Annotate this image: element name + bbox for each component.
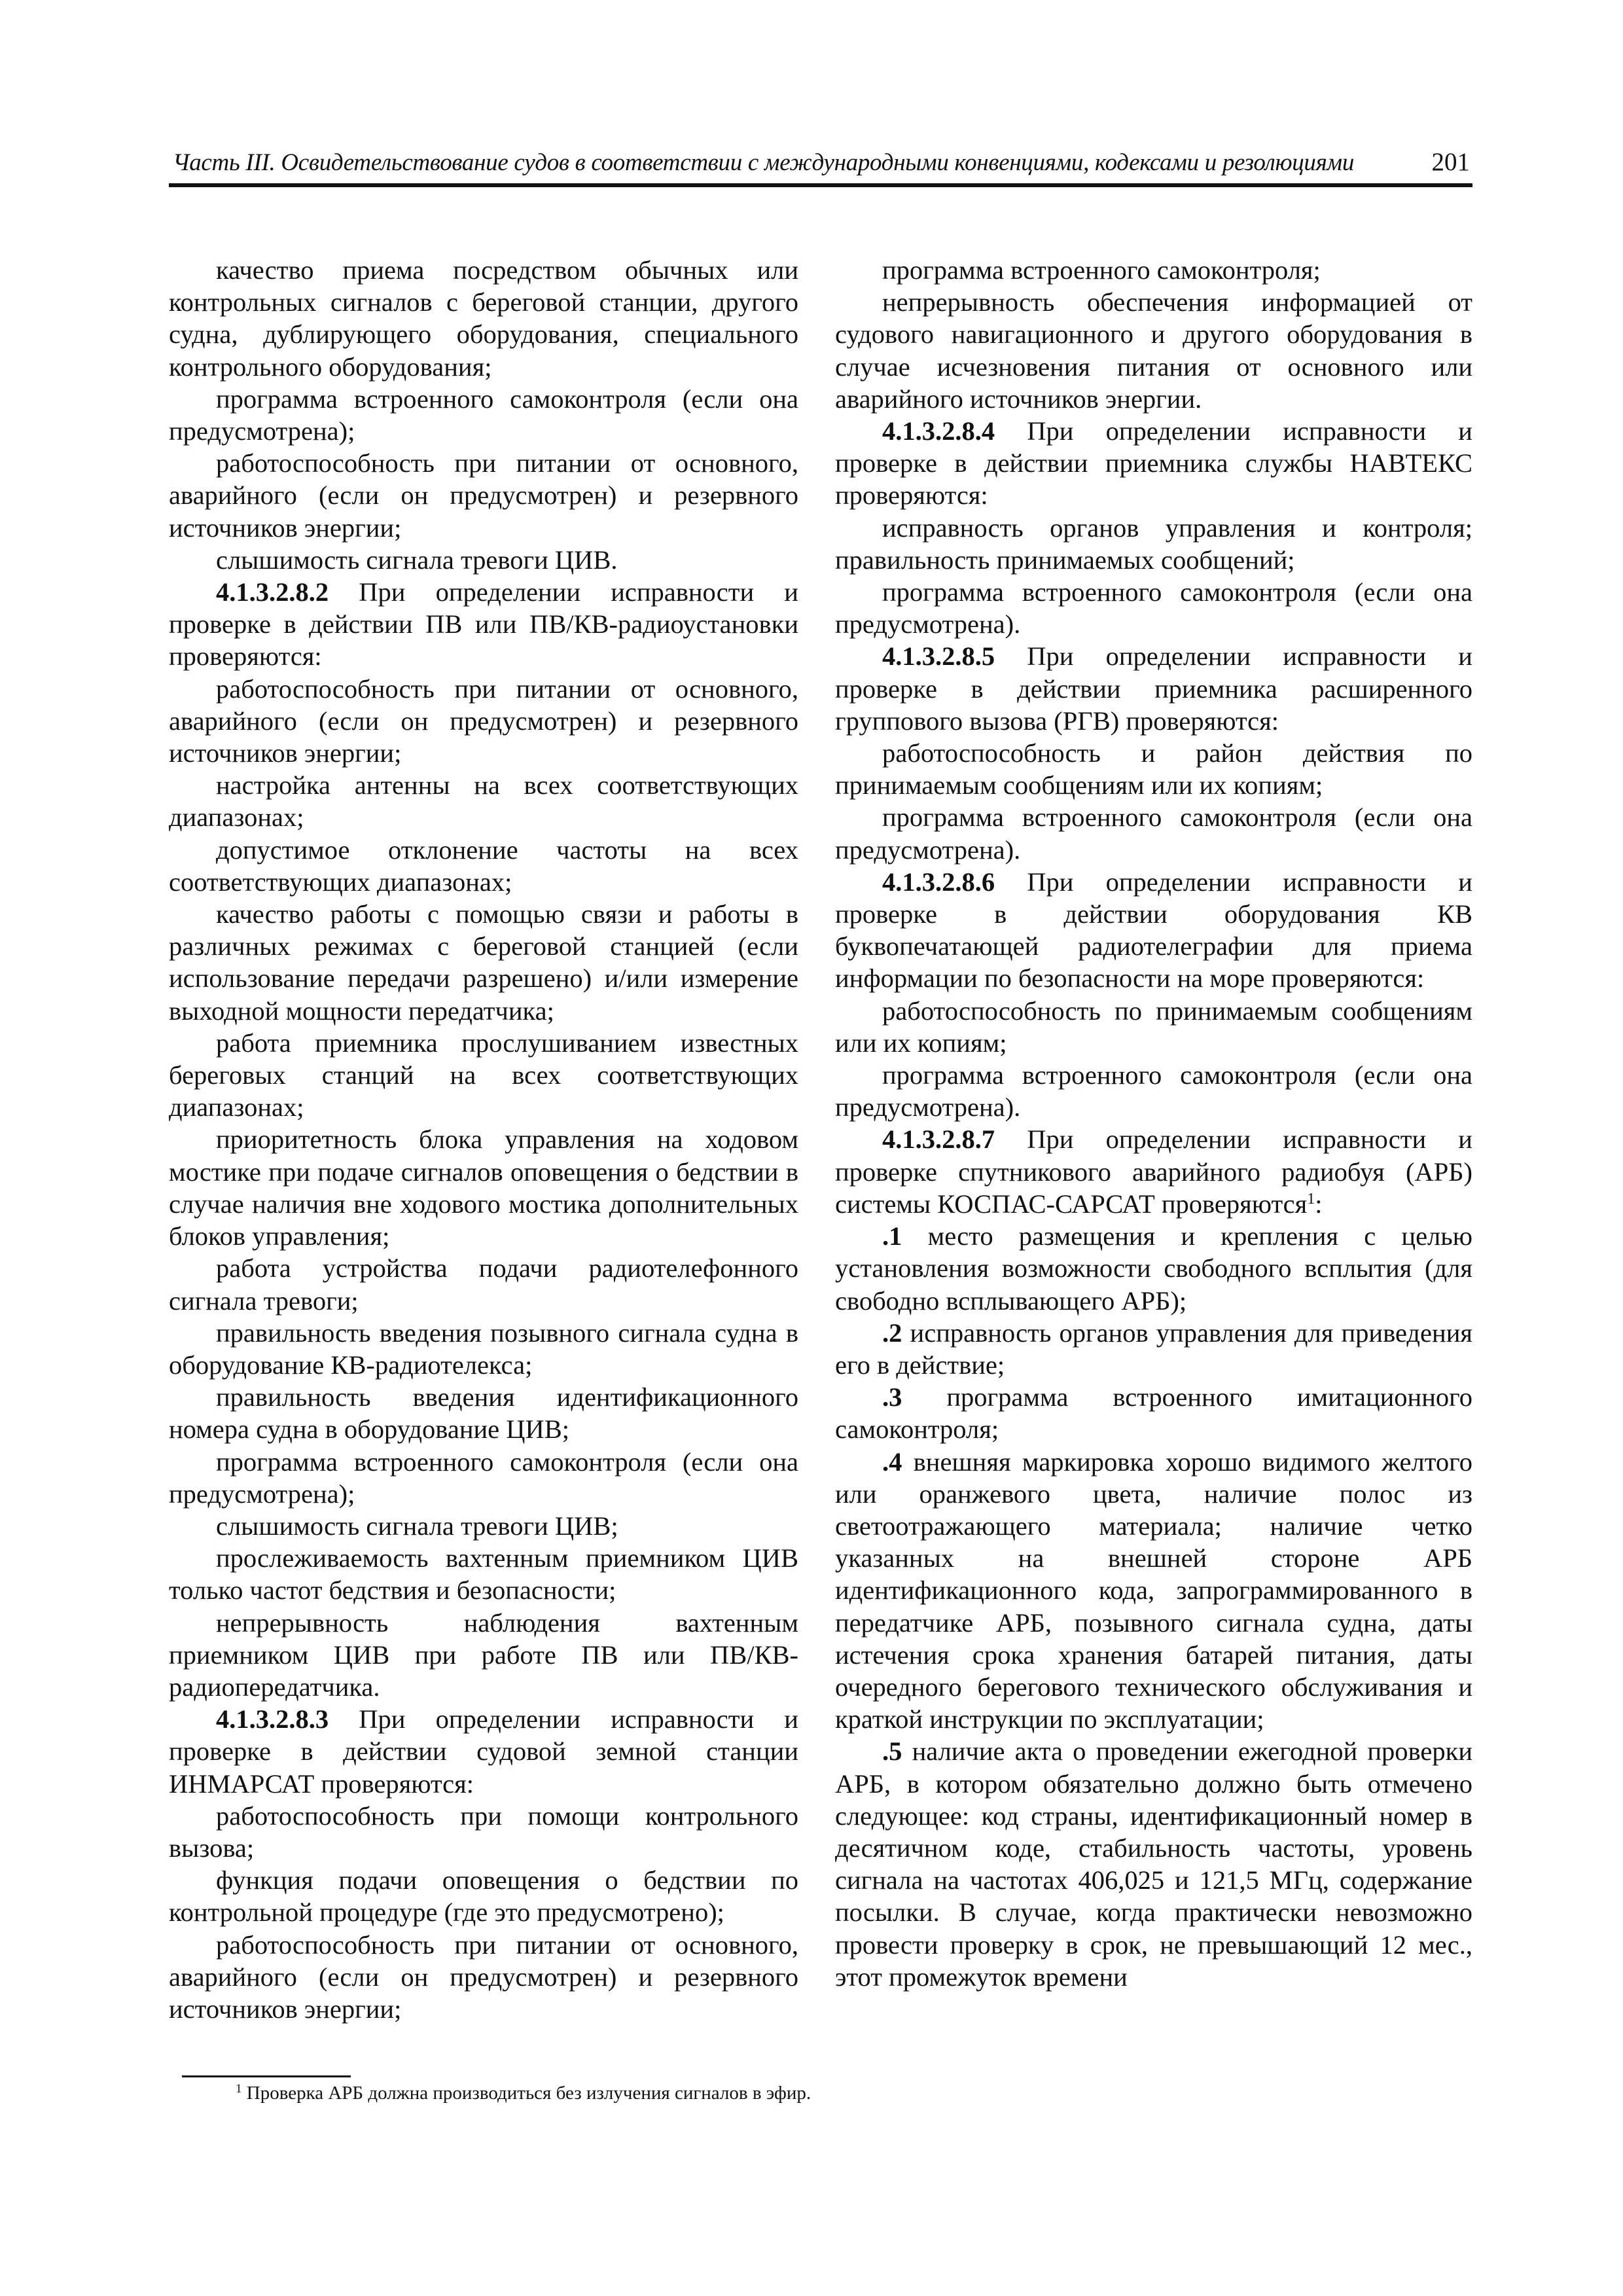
paragraph	[169, 447, 798, 544]
paragraph	[169, 1929, 798, 2026]
paragraph-text: настройка антенны на всех соответствующих диапазонах;	[169, 770, 798, 833]
paragraph-text: работа устройства подачи радиотелефонного сигнала тревоги;	[169, 1253, 798, 1316]
paragraph-text: При определении исправности и проверке в действии ПВ или ПВ/КВ-радиоустановки проверяются:	[169, 577, 798, 672]
paragraph-text: программа встроенного имитационного самоконтроля;	[835, 1382, 1472, 1444]
paragraph-number: .3	[882, 1382, 902, 1412]
paragraph-text: правильность введения идентификационного номера судна в оборудование ЦИВ;	[169, 1382, 798, 1444]
paragraph	[169, 769, 798, 833]
paragraph	[169, 383, 798, 447]
paragraph	[169, 1703, 798, 1800]
paragraph-number: .5	[882, 1736, 902, 1767]
paragraph	[835, 737, 1472, 801]
paragraph-text: непрерывность обеспечения информацией от судового навигационного и другого оборудования в случае исчезновения питания от основного или аварийного источников энергии.	[835, 287, 1472, 414]
paragraph-text: исправность органов управления для приведения его в действие;	[835, 1318, 1472, 1380]
paragraph-text: исправность органов управления и контроля; правильность принимаемых сообщений;	[835, 512, 1472, 575]
paragraph-text: место размещения и крепления с целью установления возможности свободного всплытия (для свободно всплывающего АРБ);	[835, 1221, 1472, 1316]
paragraph-text: работоспособность при помощи контрольного вызова;	[169, 1801, 798, 1863]
paragraph	[169, 1864, 798, 1928]
paragraph	[835, 640, 1472, 737]
paragraph	[835, 995, 1472, 1059]
paragraph-text: При определении исправности и проверке в действии приемника службы НАВТЕКС проверяются:	[835, 416, 1472, 511]
paragraph	[169, 1510, 798, 1542]
paragraph	[169, 544, 798, 576]
running-header-title: Часть III. Освидетельствование судов в соответствии с международными конвенциями, кодексами и резолюциями	[173, 149, 1355, 176]
paragraph-text: работа приемника прослушиванием известных береговых станций на всех соответствующих диапазонах;	[169, 1028, 798, 1122]
running-header	[169, 143, 1472, 187]
footnote-text: Проверка АРБ должна производиться без излучения сигналов в эфир.	[241, 2083, 812, 2104]
paragraph	[169, 898, 798, 1027]
paragraph	[169, 1027, 798, 1124]
paragraph-text: приоритетность блока управления на ходовом мостике при подаче сигналов оповещения о бедствии в случае наличия вне ходового мостика дополнительных блоков управления;	[169, 1124, 798, 1251]
paragraph	[169, 1607, 798, 1704]
paragraph	[835, 1446, 1472, 1736]
paragraph-number: 4.1.3.2.8.2	[216, 577, 329, 607]
paragraph-text: непрерывность наблюдения вахтенным приемником ЦИВ при работе ПВ или ПВ/КВ-радиопередатчика.	[169, 1607, 798, 1702]
paragraph	[835, 512, 1472, 576]
right-column	[835, 254, 1472, 1993]
paragraph	[835, 286, 1472, 415]
paragraph-number: .2	[882, 1318, 902, 1348]
paragraph	[835, 576, 1472, 640]
paragraph-text: допустимое отклонение частоты на всех соответствующих диапазонах;	[169, 834, 798, 897]
footnote-reference: 1	[1307, 1190, 1315, 1208]
paragraph-text: При определении исправности и проверке в действии судовой земной станции ИНМАРСАТ проверяются:	[169, 1704, 798, 1799]
paragraph-text: При определении исправности и проверке спутникового аварийного радиобуя (АРБ) системы КОСПАС-САРСАТ проверяются	[835, 1124, 1472, 1219]
paragraph-number: 4.1.3.2.8.5	[882, 641, 995, 672]
paragraph	[835, 415, 1472, 512]
paragraph	[169, 1123, 798, 1252]
paragraph-text: работоспособность при питании от основного, аварийного (если он предусмотрен) и резервного источников энергии;	[169, 1929, 798, 2024]
paragraph-text: программа встроенного самоконтроля (если она предусмотрена);	[169, 384, 798, 446]
paragraph	[169, 834, 798, 898]
paragraph-text: слышимость сигнала тревоги ЦИВ;	[216, 1511, 618, 1541]
paragraph-text: прослеживаемость вахтенным приемником ЦИВ только частот бедствия и безопасности;	[169, 1543, 798, 1605]
paragraph	[169, 1252, 798, 1316]
paragraph-text: работоспособность при питании от основного, аварийного (если он предусмотрен) и резервного источников энергии;	[169, 448, 798, 543]
paragraph-text: работоспособность по принимаемым сообщениям или их копиям;	[835, 996, 1472, 1058]
paragraph-text: При определении исправности и проверке в действии приемника расширенного группового вызова (РГВ) проверяются:	[835, 641, 1472, 736]
paragraph-number: .4	[882, 1446, 902, 1477]
paragraph	[835, 1123, 1472, 1220]
page-number: 201	[1431, 148, 1470, 176]
paragraph-text: работоспособность при питании от основного, аварийного (если он предусмотрен) и резервного источников энергии;	[169, 673, 798, 768]
paragraph-number: 4.1.3.2.8.6	[882, 867, 995, 897]
paragraph-text: программа встроенного самоконтроля (если она предусмотрена).	[835, 577, 1472, 639]
paragraph-number: 4.1.3.2.8.3	[216, 1704, 329, 1734]
paragraph	[169, 576, 798, 673]
paragraph-text: программа встроенного самоконтроля (если она предусмотрена).	[835, 1060, 1472, 1122]
paragraph-text: наличие акта о проведении ежегодной проверки АРБ, в котором обязательно должно быть отмечено следующее: код страны, идентификационный номер в десятичном коде, стабильность частоты, уровень сигнала на частотах 406,025 и 121,5 МГц, содержание посылки. В случае, когда практически невозможно провести проверку в срок, не превышающий 12 мес., этот промежуток времени	[835, 1736, 1472, 1992]
paragraph	[835, 254, 1472, 286]
paragraph	[835, 1735, 1472, 1993]
paragraph-text: качество приема посредством обычных или контрольных сигналов с береговой станции, другого судна, дублирующего оборудования, специального контрольного оборудования;	[169, 255, 798, 382]
paragraph	[169, 254, 798, 383]
paragraph	[169, 673, 798, 770]
paragraph-text-tail: :	[1315, 1189, 1323, 1219]
paragraph	[835, 1059, 1472, 1123]
paragraph	[169, 1381, 798, 1445]
paragraph	[835, 1220, 1472, 1317]
footnote	[236, 2081, 811, 2105]
paragraph	[835, 1381, 1472, 1445]
paragraph	[169, 1317, 798, 1381]
paragraph-text: программа встроенного самоконтроля;	[882, 255, 1321, 285]
paragraph	[169, 1800, 798, 1864]
paragraph	[835, 866, 1472, 995]
paragraph-number: 4.1.3.2.8.7	[882, 1124, 995, 1155]
paragraph	[169, 1446, 798, 1510]
paragraph-text: программа встроенного самоконтроля (если она предусмотрена).	[835, 802, 1472, 865]
paragraph	[835, 801, 1472, 865]
paragraph-text: функция подачи оповещения о бедствии по контрольной процедуре (где это предусмотрено);	[169, 1865, 798, 1928]
paragraph-text: программа встроенного самоконтроля (если она предусмотрена);	[169, 1446, 798, 1509]
paragraph-text: слышимость сигнала тревоги ЦИВ.	[216, 545, 618, 575]
footnote-marker: 1	[236, 2082, 242, 2096]
paragraph-text: внешняя маркировка хорошо видимого желтого или оранжевого цвета, наличие полос из светоотражающего материала; наличие четко указанных на внешней стороне АРБ идентификационного кода, запрограммированного в передатчике АРБ, позывного сигнала судна, даты истечения срока хранения батарей питания, даты очередного берегового технического обслуживания и краткой инструкции по эксплуатации;	[835, 1446, 1472, 1734]
paragraph	[169, 1542, 798, 1606]
footnote-separator	[182, 2075, 351, 2077]
paragraph-text: При определении исправности и проверке в действии оборудования КВ буквопечатающей радиотелеграфии для приема информации по безопасности на море проверяются:	[835, 867, 1472, 994]
paragraph	[835, 1317, 1472, 1381]
paragraph-text: качество работы с помощью связи и работы в различных режимах с береговой станцией (если использование передачи разрешено) и/или измерение выходной мощности передатчика;	[169, 899, 798, 1026]
paragraph-text: работоспособность и район действия по принимаемым сообщениям или их копиям;	[835, 738, 1472, 800]
paragraph-text: правильность введения позывного сигнала судна в оборудование КВ-радиотелекса;	[169, 1318, 798, 1380]
paragraph-number: 4.1.3.2.8.4	[882, 416, 995, 446]
paragraph-number: .1	[882, 1221, 902, 1251]
left-column	[169, 254, 798, 2025]
